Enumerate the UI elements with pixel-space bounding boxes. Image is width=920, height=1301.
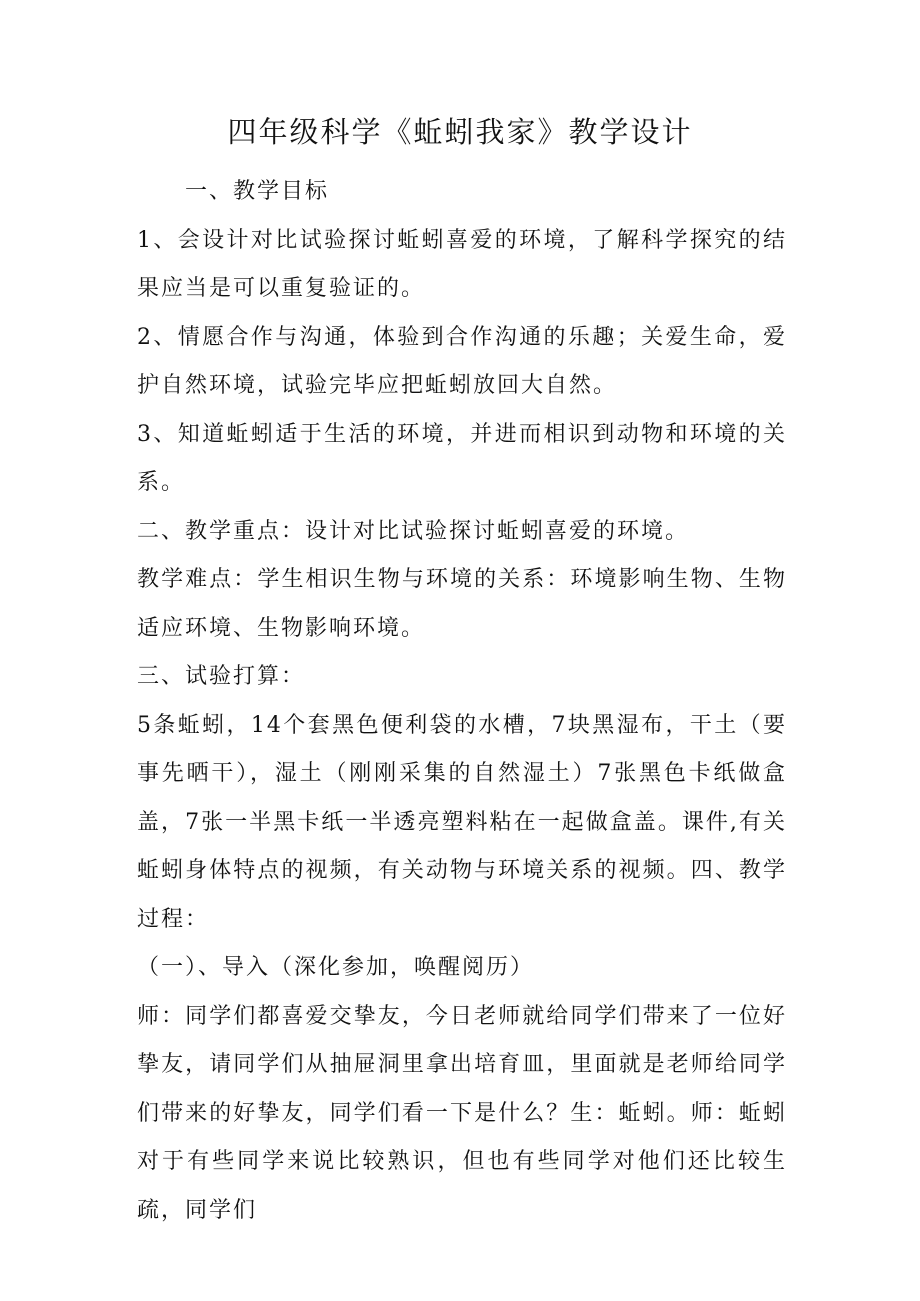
objective-2: 2、情愿合作与沟通，体验到合作沟通的乐趣；关爱生命，爱护自然环境，试验完毕应把蚯蚓放回大自然。 bbox=[137, 324, 787, 398]
objective-3: 3、知道蚯蚓适于生活的环境，并进而相识到动物和环境的关系。 bbox=[137, 421, 787, 495]
teacher-dialogue: 师：同学们都喜爱交挚友，今日老师就给同学们带来了一位好挚友，请同学们从抽屉洞里拿出培育皿，里面就是老师给同学们带来的好挚友，同学们看一下是什么？生：蚯蚓。师：蚯蚓对于有些同学来说比较熟识，但也有些同学对他们还比较生疏，同学们 bbox=[137, 1003, 787, 1223]
section-heading-preparation: 三、试验打算： bbox=[137, 664, 306, 689]
section-heading-key-points: 二、教学重点：设计对比试验探讨蚯蚓喜爱的环境。 bbox=[137, 518, 690, 544]
document-body bbox=[137, 168, 787, 1235]
section-heading-objectives: 一、教学目标 bbox=[185, 179, 330, 204]
document-title: 四年级科学《蚯蚓我家》教学设计 bbox=[227, 115, 693, 149]
difficult-points: 教学难点：学生相识生物与环境的关系：环境影响生物、生物适应环境、生物影响环境。 bbox=[137, 567, 787, 641]
preparation-materials: 5条蚯蚓，14个套黑色便利袋的水槽，7块黑湿布，干土（要事先晒干），湿土（刚刚采集的自然湿土）7张黑色卡纸做盒盖，7张一半黑卡纸一半透亮塑料粘在一起做盒盖。课件,有关蚯蚓身体特点的视频，有关动物与环境关系的视频。四、教学过程： bbox=[137, 712, 787, 932]
objective-1: 1、会设计对比试验探讨蚯蚓喜爱的环境，了解科学探究的结果应当是可以重复验证的。 bbox=[137, 227, 787, 301]
section-heading-introduction: （一）、导入（深化参加，唤醒阅历） bbox=[137, 955, 535, 980]
